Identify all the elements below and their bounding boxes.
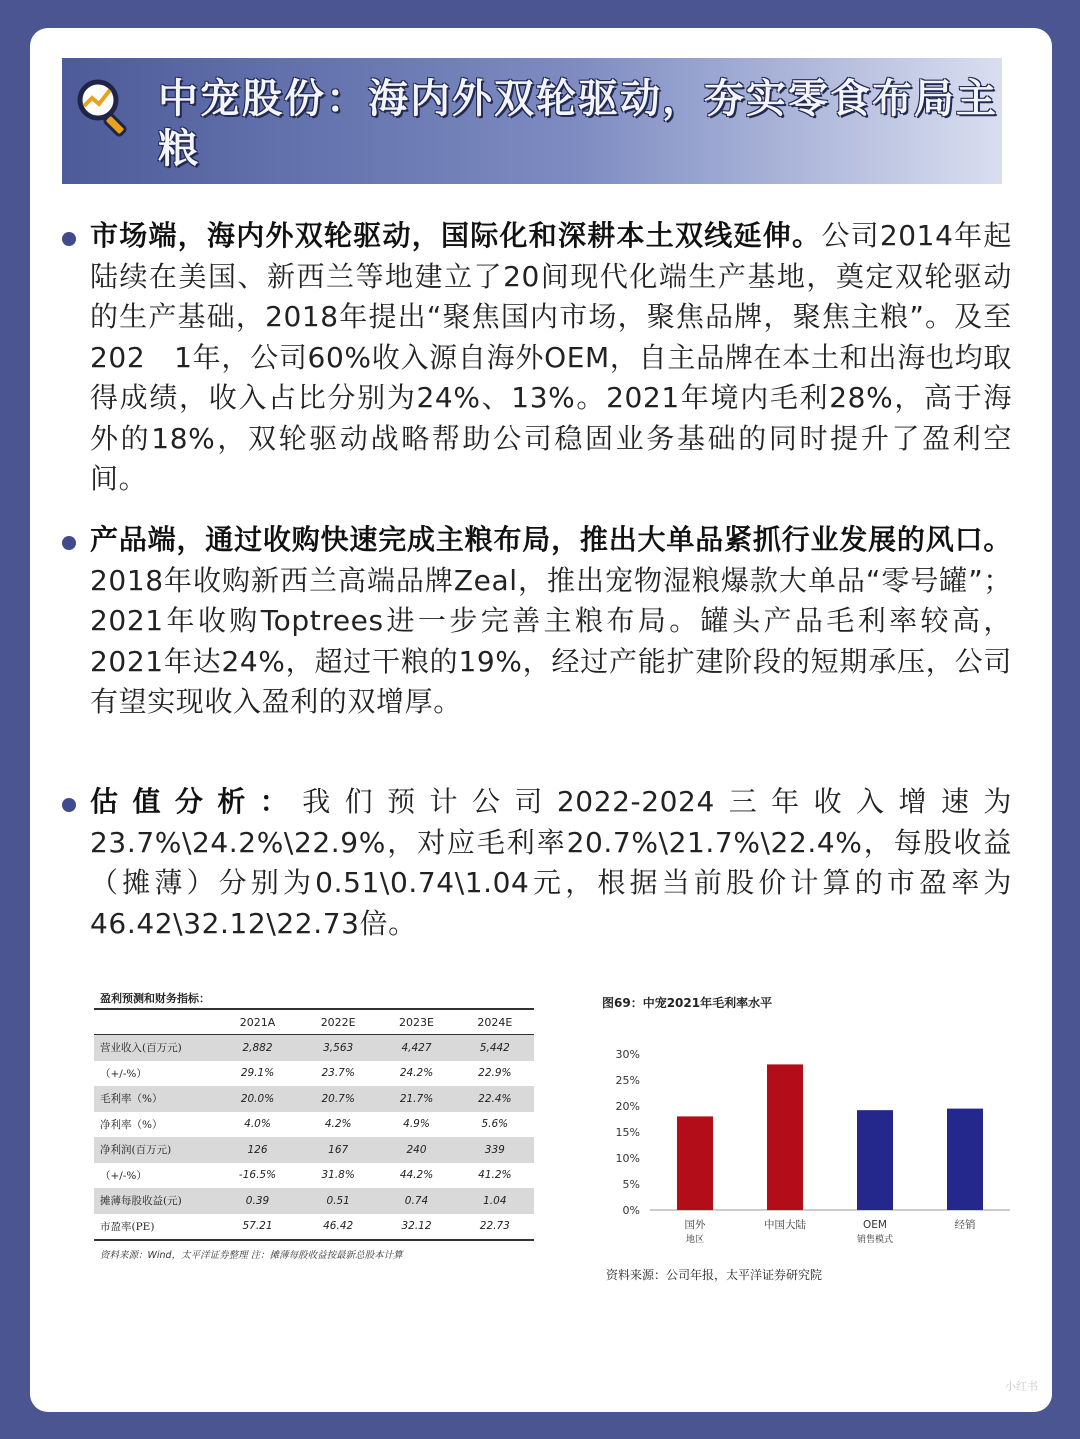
table-header-cell: 2022E: [299, 1009, 377, 1035]
table-cell: -16.5%: [238, 1169, 277, 1182]
table-row: [94, 1061, 534, 1087]
table-cell: 20.0%: [216, 1086, 299, 1112]
table-cell: 167: [299, 1137, 377, 1163]
table-cell: 22.4%: [456, 1086, 534, 1112]
chart-bar: [677, 1116, 713, 1210]
table-row-label: （+/-%）: [100, 1169, 147, 1182]
paragraph-lead: 产品端，通过收购快速完成主粮布局，推出大单品紧抓行业发展的风口。: [90, 523, 1012, 556]
table-cell: 4,427: [377, 1035, 455, 1061]
y-tick-label: 25%: [615, 1074, 640, 1087]
table-cell: 0.74: [377, 1188, 455, 1214]
table-row-label: 净利率（%）: [100, 1118, 163, 1131]
bullet-dot: [62, 232, 76, 246]
x-tick-label: OEM: [863, 1219, 887, 1231]
table-cell: 126: [216, 1137, 299, 1163]
table-cell: 41.2%: [478, 1169, 512, 1182]
y-tick-label: 5%: [622, 1178, 640, 1191]
table-row-label: 净利润(百万元): [94, 1137, 216, 1163]
chart-bar: [857, 1110, 893, 1210]
table-cell: 3,563: [299, 1035, 377, 1061]
paragraph-body: 我们预计公司2022-2024三年收入增速为23.7%\24.2%\22.9%，对应毛利率20.7%\21.7%\22.4%，每股收益（摊薄）分别为0.51\0.74\1.04元，根据当前股价计算的市盈率为46.42\32.12\22.73倍。: [90, 785, 1012, 940]
table-row-label: 摊薄每股收益(元): [94, 1188, 216, 1214]
table-cell: 31.8%: [321, 1169, 355, 1182]
table-title: 盈利预测和财务指标：: [100, 992, 210, 1005]
title-banner: [62, 58, 1002, 184]
table-cell: 4.9%: [403, 1118, 430, 1131]
margin-bar-chart: [570, 1010, 1040, 1280]
table-header-blank: [94, 1009, 216, 1035]
chart-source: 资料来源：公司年报，太平洋证券研究院: [606, 1268, 823, 1282]
table-row-label: 市盈率(PE): [94, 1214, 216, 1241]
table-row: [94, 1188, 534, 1214]
table-cell: 46.42: [299, 1214, 377, 1241]
table-cell: 20.7%: [299, 1086, 377, 1112]
bullet-dot: [62, 798, 76, 812]
bullet-dot: [62, 536, 76, 550]
x-tick-label: 国外: [684, 1219, 706, 1231]
content-card: [30, 28, 1052, 1412]
table-cell: 57.21: [216, 1214, 299, 1241]
y-tick-label: 30%: [615, 1048, 640, 1061]
table-row: [94, 1112, 534, 1138]
table-header-cell: 2024E: [456, 1009, 534, 1035]
financial-table: [94, 1008, 534, 1241]
magnifier-chart-icon: [72, 74, 136, 138]
table-cell: 0.39: [216, 1188, 299, 1214]
paragraph-body: 2018年收购新西兰高端品牌Zeal，推出宠物湿粮爆款大单品“零号罐”；2021年收购Toptrees进一步完善主粮布局。罐头产品毛利率较高，2021年达24%，超过干粮的19%，经过产能扩建阶段的短期承压，公司有望实现收入盈利的双增厚。: [90, 563, 1012, 718]
y-tick-label: 0%: [622, 1204, 640, 1217]
table-row: [94, 1214, 534, 1241]
paragraph-lead: 市场端，海内外双轮驱动，国际化和深耕本土双线延伸。: [90, 219, 822, 252]
table-cell: 240: [377, 1137, 455, 1163]
chart-title: 图69：中宠2021年毛利率水平: [602, 996, 773, 1010]
table-cell: 21.7%: [377, 1086, 455, 1112]
table-row-label: 毛利率（%）: [94, 1086, 216, 1112]
chart-bar: [767, 1064, 803, 1210]
watermark: 小红书: [1005, 1380, 1038, 1393]
table-row: [94, 1086, 534, 1112]
y-tick-label: 10%: [615, 1152, 640, 1165]
table-cell: 1.04: [456, 1188, 534, 1214]
table-cell: 22.73: [456, 1214, 534, 1241]
table-row: [94, 1163, 534, 1189]
table-cell: 339: [456, 1137, 534, 1163]
y-tick-label: 15%: [615, 1126, 640, 1139]
x-tick-label: 地区: [685, 1235, 705, 1245]
table-row-label: 营业收入(百万元): [94, 1035, 216, 1061]
paragraph-market: [62, 216, 1012, 500]
table-row: [94, 1035, 534, 1061]
table-cell: 0.51: [299, 1188, 377, 1214]
table-cell: 5.6%: [481, 1118, 509, 1131]
table-source: 资料来源：Wind，太平洋证券整理 注：摊薄每股收益按最新总股本计算: [100, 1250, 403, 1261]
table-header-cell: 2023E: [377, 1009, 455, 1035]
table-cell: 4.0%: [244, 1118, 271, 1131]
chart-bar: [947, 1109, 983, 1210]
x-tick-label: 销售模式: [856, 1235, 894, 1245]
table-cell: 32.12: [377, 1214, 455, 1241]
paragraph-valuation: [62, 782, 1012, 944]
financial-table-figure: [94, 990, 536, 1261]
table-cell: 5,442: [456, 1035, 534, 1061]
x-tick-label: 经销: [954, 1219, 976, 1231]
x-tick-label: 中国大陆: [764, 1219, 806, 1231]
table-cell: 23.7%: [321, 1067, 355, 1080]
table-cell: 29.1%: [240, 1067, 275, 1080]
table-row: [94, 1137, 534, 1163]
table-header-cell: 2021A: [216, 1009, 299, 1035]
table-cell: 24.2%: [399, 1067, 434, 1080]
table-cell: 2,882: [216, 1035, 299, 1061]
table-cell: 22.9%: [478, 1067, 512, 1080]
paragraph-body: 公司2014年起陆续在美国、新西兰等地建立了20间现代化端生产基地，奠定双轮驱动的生产基础，2018年提出“聚焦国内市场，聚焦品牌，聚焦主粮”。及至202 1年，公司60%收入源自海外OEM，自主品牌在本土和出海也均取得成绩，收入占比分别为24%、13%。2021年境内毛利28%，高于海外的18%，双轮驱动战略帮助公司稳固业务基础的同时提升了盈利空间。: [90, 219, 1012, 495]
paragraph-lead: 估值分析：: [90, 785, 303, 818]
table-cell: 44.2%: [399, 1169, 434, 1182]
margin-chart-figure: [570, 990, 1040, 1290]
page-title: 中宠股份：海内外双轮驱动，夯实零食布局主粮: [158, 76, 998, 172]
table-row-label: （+/-%）: [100, 1067, 147, 1080]
paragraph-product: [62, 520, 1012, 723]
y-tick-label: 20%: [615, 1100, 640, 1113]
table-cell: 4.2%: [324, 1118, 352, 1131]
